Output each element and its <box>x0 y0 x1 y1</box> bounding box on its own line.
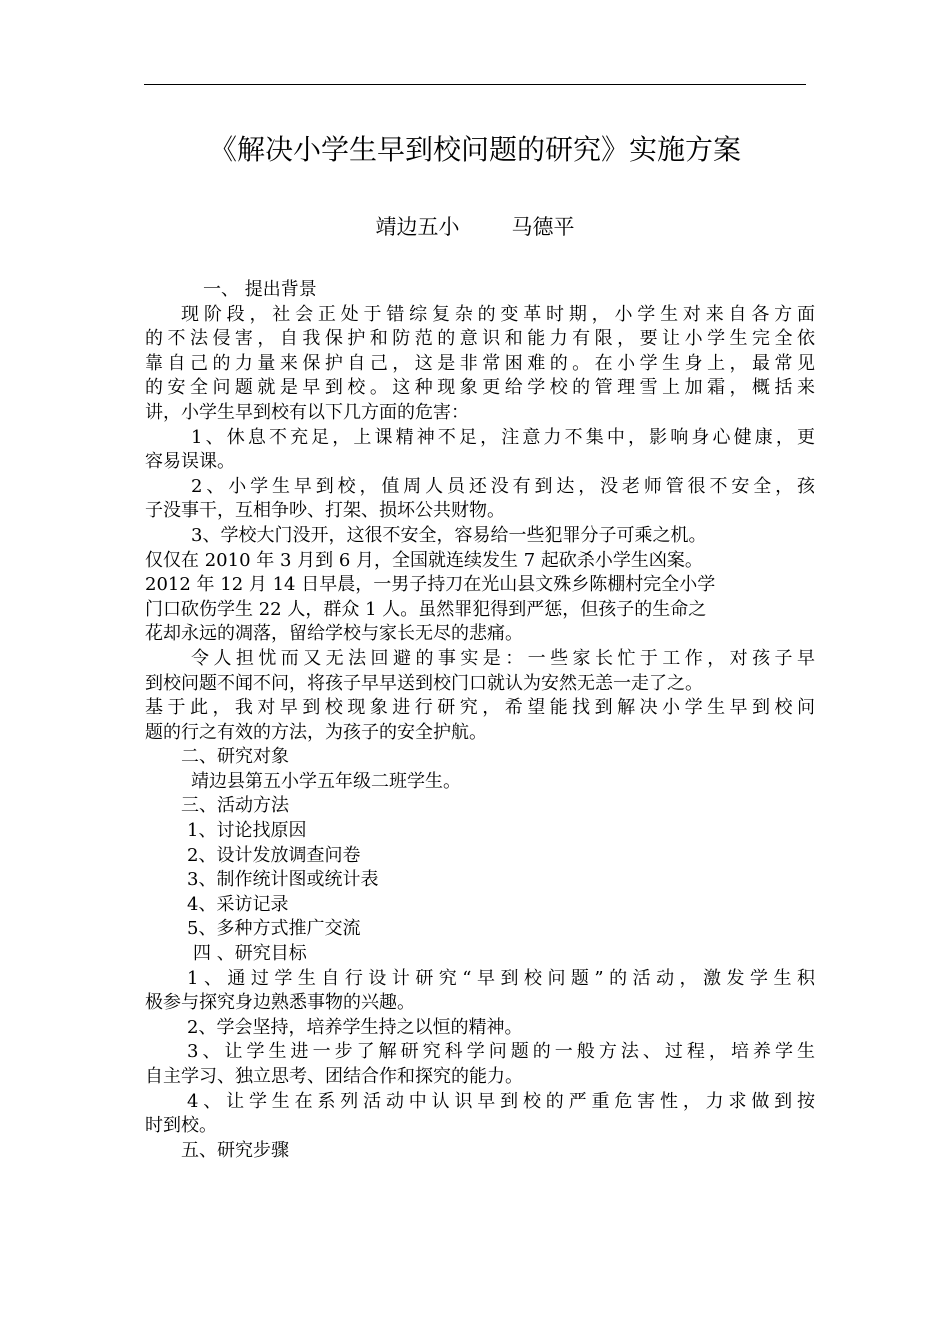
paragraph-line: 1、休息不充足，上课精神不足，注意力不集中，影响身心健康，更 <box>191 426 815 448</box>
paragraph-line: 令人担忧而又无法回避的事实是：一些家长忙于工作，对孩子早 <box>191 647 815 669</box>
document-body <box>145 278 815 1163</box>
paragraph-line: 的不法侵害，自我保护和防范的意识和能力有限，要让小学生完全依 <box>145 328 815 350</box>
list-item: 5、多种方式推广交流 <box>187 918 361 940</box>
paragraph-line: 到校问题不闻不问，将孩子早早送到校门口就认为安然无恙一走了之。 <box>145 672 703 694</box>
list-item: 3、制作统计图或统计表 <box>187 869 379 891</box>
document-title: 《解决小学生早到校问题的研究》实施方案 <box>208 133 741 166</box>
paragraph-line: 自主学习、独立思考、团结合作和探究的能力。 <box>145 1066 523 1087</box>
paragraph-line: 的安全问题就是早到校。这种现象更给学校的管理雪上加霜，概括来 <box>145 377 815 399</box>
paragraph-line: 3、让学生进一步了解研究科学问题的一般方法、过程，培养学生 <box>187 1041 815 1063</box>
paragraph-line: 基于此，我对早到校现象进行研究，希望能找到解决小学生早到校问 <box>145 697 815 719</box>
paragraph-line: 极参与探究身边熟悉事物的兴趣。 <box>145 992 415 1014</box>
list-item: 1、讨论找原因 <box>187 820 307 842</box>
list-item: 2、设计发放调查问卷 <box>187 844 361 866</box>
paragraph-line: 2、学会坚持，培养学生持之以恒的精神。 <box>187 1016 523 1038</box>
paragraph-line: 花却永远的凋落，留给学校与家长无尽的悲痛。 <box>145 623 523 645</box>
paragraph-line: 4、让学生在系列活动中认识早到校的严重危害性，力求做到按 <box>187 1090 815 1112</box>
paragraph-line: 讲，小学生早到校有以下几方面的危害： <box>145 401 469 423</box>
section-heading: 二、研究对象 <box>181 746 289 768</box>
paragraph-line: 容易误课。 <box>145 451 235 473</box>
paragraph-line: 2012 年 12 月 14 日早晨，一男子持刀在光山县文殊乡陈棚村完全小学 <box>145 574 716 596</box>
author-school: 靖边五小 <box>375 215 460 239</box>
paragraph-line: 3、学校大门没开，这很不安全，容易给一些犯罪分子可乘之机。 <box>191 524 707 546</box>
header-rule <box>144 84 806 85</box>
paragraph-line: 时到校。 <box>145 1115 217 1137</box>
paragraph-line: 门口砍伤学生 22 人，群众 1 人。虽然罪犯得到严惩，但孩子的生命之 <box>145 598 707 620</box>
paragraph-line: 靖边县第五小学五年级二班学生。 <box>191 770 461 792</box>
paragraph-line: 1、通过学生自行设计研究“早到校问题”的活动，激发学生积 <box>187 967 815 989</box>
section-heading: 一、 提出背景 <box>203 279 317 300</box>
section-heading: 四 、研究目标 <box>193 943 307 965</box>
author-line <box>0 213 950 241</box>
paragraph-line: 2、小学生早到校，值周人员还没有到达，没老师管很不安全，孩 <box>191 475 815 497</box>
paragraph-line: 题的行之有效的方法，为孩子的安全护航。 <box>145 721 487 743</box>
author-name: 马德平 <box>511 215 575 239</box>
list-item: 4、采访记录 <box>187 893 289 915</box>
section-heading: 三、活动方法 <box>181 795 289 817</box>
paragraph-line: 子没事干，互相争吵、打架、损坏公共财物。 <box>145 500 505 522</box>
section-heading: 五、研究步骤 <box>181 1139 289 1161</box>
paragraph-line: 仅仅在 2010 年 3 月到 6 月，全国就连续发生 7 起砍杀小学生凶案。 <box>145 549 703 571</box>
paragraph-line: 靠自己的力量来保护自己，这是非常困难的。在小学生身上，最常见 <box>145 352 815 374</box>
paragraph-line: 现阶段，社会正处于错综复杂的变革时期，小学生对来自各方面 <box>181 303 815 325</box>
